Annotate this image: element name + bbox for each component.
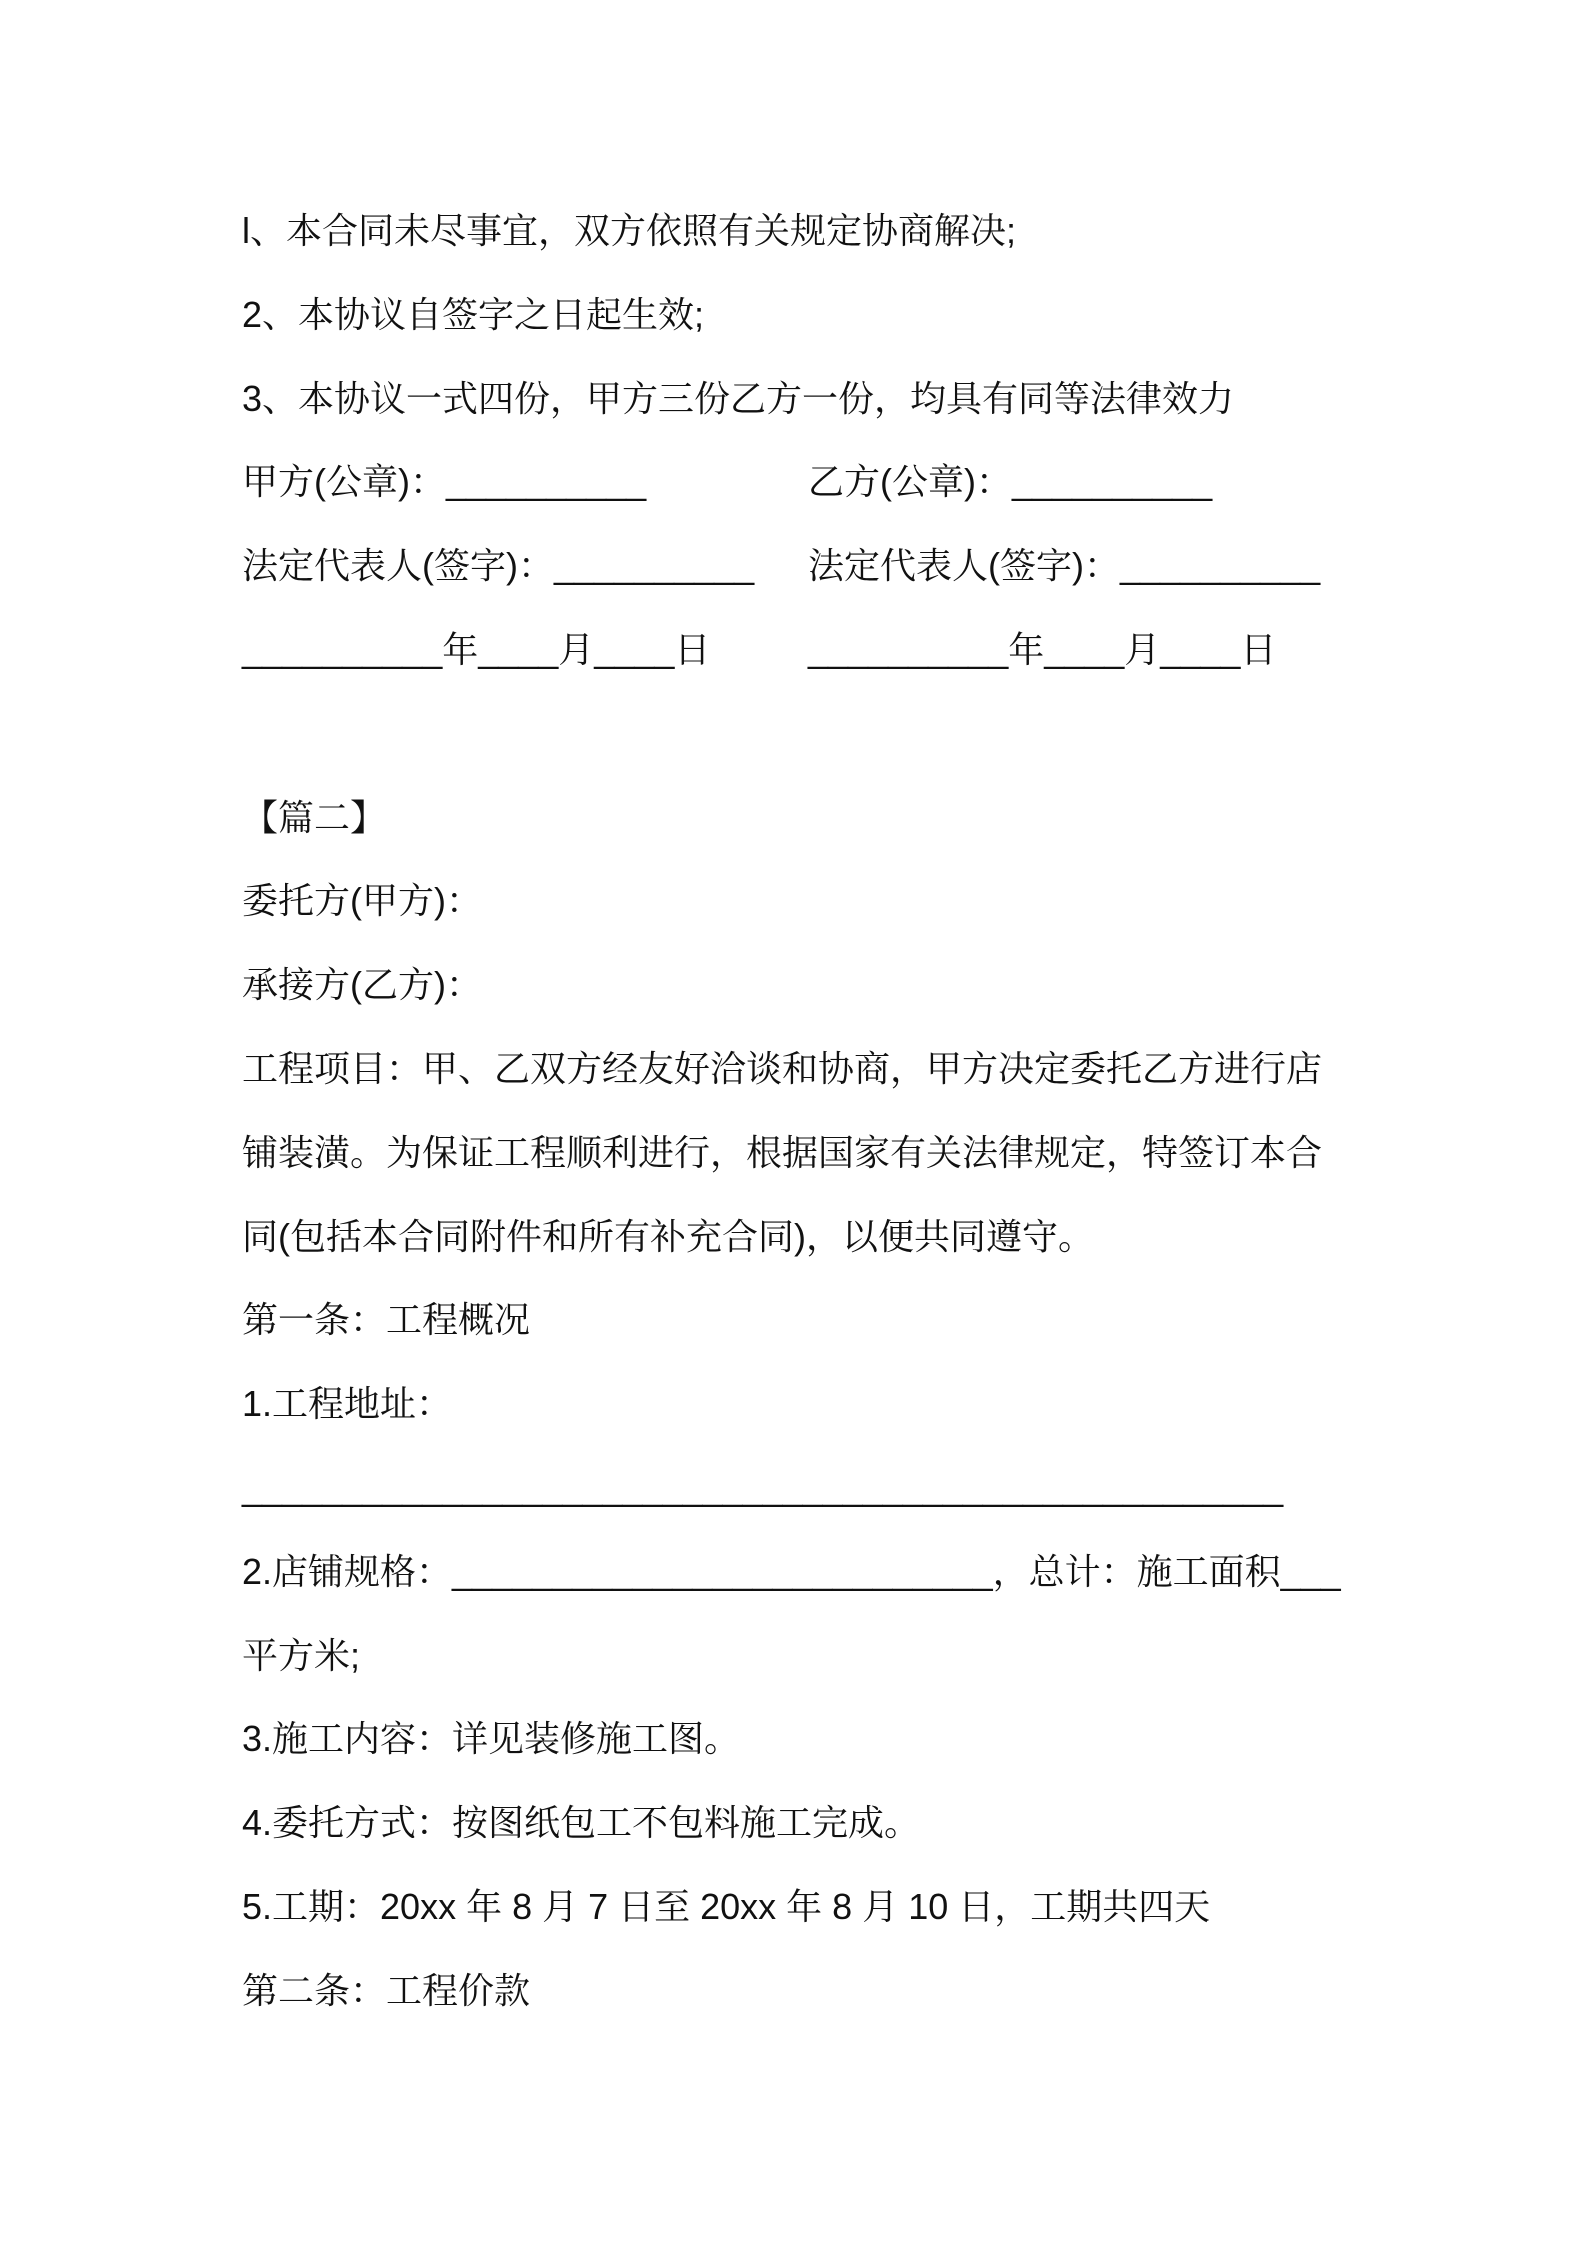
address-label: 1.工程地址： [242,1383,453,1425]
party-a-date: __________年____月____日 [242,628,711,670]
signature-date-row [242,608,1442,692]
section-heading: 【篇二】 [242,796,387,838]
section-spacer [242,692,1442,776]
article-1-title: 第一条：工程概况 [242,1299,531,1341]
period-line: 5.工期：20xx 年 8 月 7 日至 20xx 年 8 月 10 日，工期共四天 [242,1885,1211,1927]
article-2-title: 第二条：工程价款 [242,1969,531,2011]
content-line: 3.施工内容：详见装修施工图。 [242,1718,741,1760]
signature-representative-row [242,524,1442,608]
clause-1: l、本合同未尽事宜，双方依照有关规定协商解决; [242,210,1017,251]
clause-2: 2、本协议自签字之日起生效; [242,293,705,335]
project-paragraph-line-3: 同(包括本合同附件和所有补充合同)，以便共同遵守。 [242,1215,1094,1257]
party-b-seal: 乙方(公章)：__________ [808,461,1213,503]
spec-unit: 平方米; [242,1634,361,1676]
contractor-field: 承接方(乙方)： [242,964,482,1006]
party-a-seal: 甲方(公章)：__________ [242,461,647,503]
party-b-date: __________年____月____日 [808,628,1277,670]
party-a-representative: 法定代表人(签字)：__________ [242,545,755,587]
address-blank: ____________________________________________________ [242,1466,1284,1508]
party-b-representative: 法定代表人(签字)：__________ [808,545,1321,587]
document-body [242,189,1442,2033]
spec-line: 2.店铺规格：___________________________，总计：施工面积___ [242,1550,1341,1592]
signature-seal-row [242,440,1442,524]
clause-3: 3、本协议一式四份，甲方三份乙方一份，均具有同等法律效力 [242,377,1235,419]
client-field: 委托方(甲方)： [242,880,482,922]
method-line: 4.委托方式：按图纸包工不包料施工完成。 [242,1802,921,1844]
project-paragraph-line-2: 铺装潢。为保证工程顺利进行，根据国家有关法律规定，特签订本合 [242,1131,1323,1173]
project-paragraph-line-1: 工程项目：甲、乙双方经友好洽谈和协商，甲方决定委托乙方进行店 [242,1047,1323,1089]
